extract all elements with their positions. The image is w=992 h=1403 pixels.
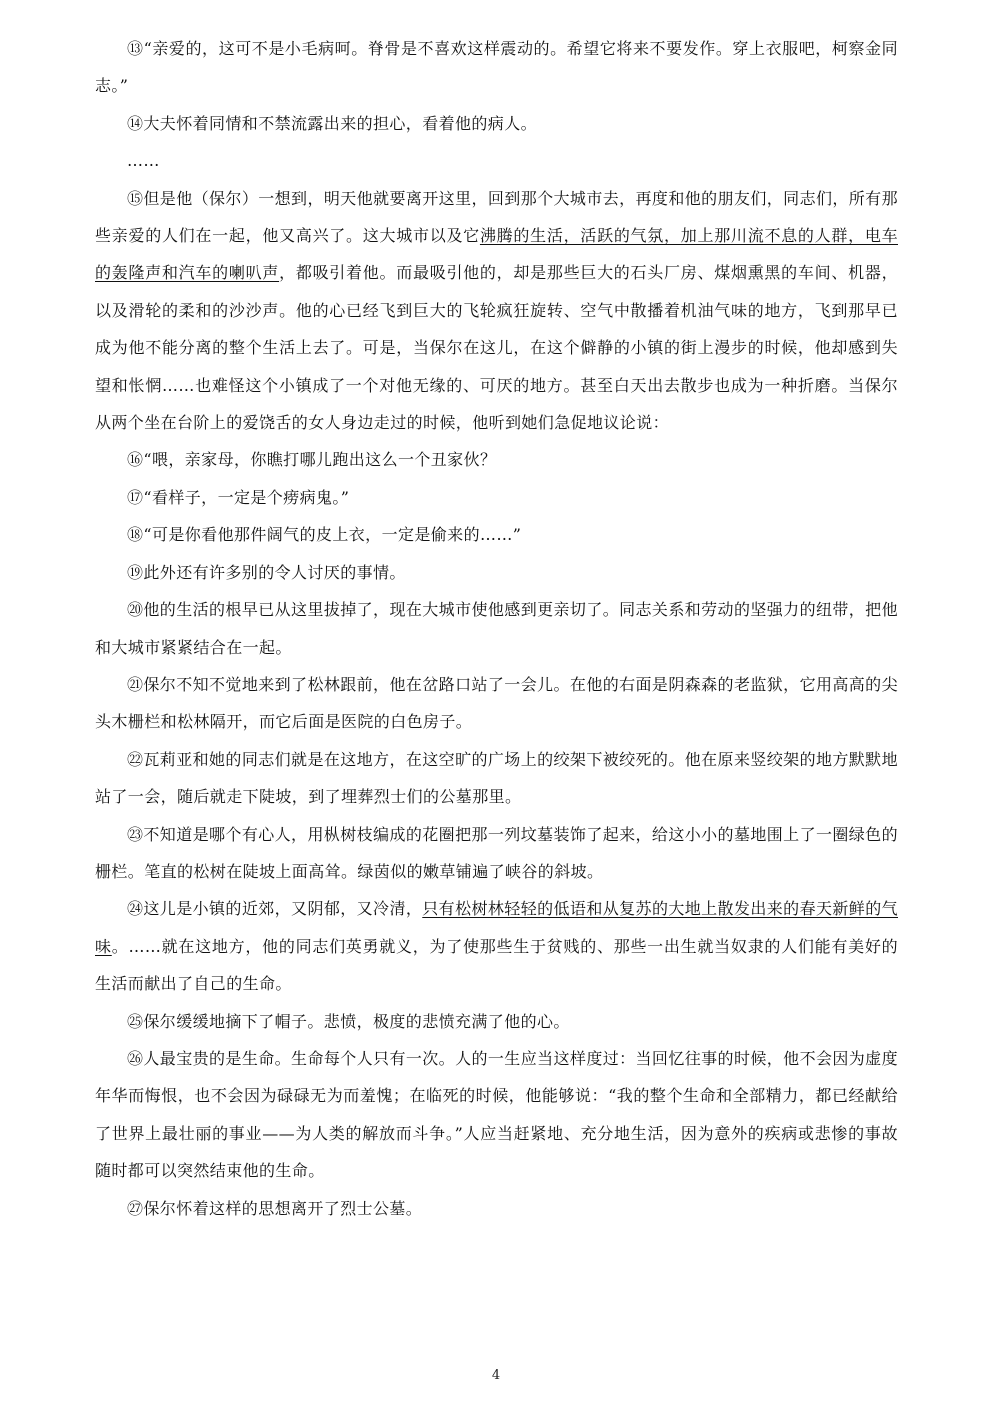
paragraph-text: ㉓不知道是哪个有心人，用枞树枝编成的花圈把那一列坟墓装饰了起来，给这小小的墓地围上了一圈绿色的栅栏。笔直的松树在陡坡上面高耸。绿茵似的嫩草铺遍了峡谷的斜坡。 [95, 824, 898, 881]
paragraph-text: ㉑保尔不知不觉地来到了松林跟前，他在岔路口站了一会儿。在他的右面是阴森森的老监狱，它用高高的尖头木栅栏和松林隔开，而它后面是医院的白色房子。 [95, 674, 898, 732]
paragraph-13 [95, 30, 898, 105]
paragraph-text: 。……就在这地方，他的同志们英勇就义，为了使那些生于贫贱的、那些一出生就当奴隶的人们能有美好的生活而献出了自己的生命。 [95, 936, 898, 994]
paragraph-text: …… [127, 151, 160, 171]
paragraph-text: ㉕保尔缓缓地摘下了帽子。悲愤，极度的悲愤充满了他的心。 [127, 1011, 570, 1031]
paragraph-24 [95, 890, 898, 1002]
paragraph-22 [95, 741, 898, 816]
paragraph-text: ㉔这儿是小镇的近郊，又阴郁，又冷清， [127, 899, 423, 919]
paragraph-26 [95, 1040, 898, 1190]
paragraph-14 [95, 105, 898, 142]
paragraph-17 [95, 479, 898, 516]
paragraph-text: ⑱“可是你看他那件阔气的皮上衣，一定是偷来的……” [127, 525, 522, 545]
underlined-text: 只有松树林轻轻的低语和从复苏的大地上散发出来的春天新鲜的气味 [95, 899, 898, 956]
paragraph-text: ⑭大夫怀着同情和不禁流露出来的担心，看着他的病人。 [127, 113, 538, 133]
paragraph-text: ，都吸引着他。而最吸引他的，却是那些巨大的石头厂房、煤烟熏黑的车间、机器，以及滑轮的柔和的沙沙声。他的心已经飞到巨大的飞轮疯狂旋转、空气中散播着机油气味的地方，飞到那早已成为他不能分离的整个生活上去了。可是，当保尔在这儿，在这个僻静的小镇的街上漫步的时候，他却感到失望和怅惘……也难怪这个小镇成了一个对他无缘的、可厌的地方。甚至白天出去散步也成为一种折磨。当保尔从两个坐在台阶上的爱饶舌的女人身边走过的时候，他听到她们急促地议论说： [95, 263, 898, 433]
paragraph-18 [95, 516, 898, 553]
paragraph-20 [95, 591, 898, 666]
underlined-text: 沸腾的生活，活跃的气氛，加上那川流不息的人群，电车的轰隆声和汽车的喇叭声 [95, 226, 898, 283]
paragraph-text: ⑮但是他（保尔）一想到，明天他就要离开这里，回到那个大城市去，再度和他的朋友们，同志们，所有那些亲爱的人们在一起，他又高兴了。这大城市以及它 [95, 188, 898, 246]
paragraph-19 [95, 554, 898, 591]
paragraph-21 [95, 666, 898, 741]
paragraph-text: ⑬“亲爱的，这可不是小毛病呵。脊骨是不喜欢这样震动的。希望它将来不要发作。穿上衣服吧，柯察金同志。” [95, 39, 898, 96]
paragraph-27 [95, 1190, 898, 1227]
paragraph-16 [95, 441, 898, 478]
ellipsis-line [95, 142, 898, 179]
document-page [95, 30, 898, 1227]
paragraph-text: ⑰“看样子，一定是个痨病鬼。” [127, 487, 350, 507]
paragraph-text: ㉖人最宝贵的是生命。生命每个人只有一次。人的一生应当这样度过：当回忆往事的时候，他不会因为虚度年华而悔恨，也不会因为碌碌无为而羞愧；在临死的时候，他能够说：“我的整个生命和全部精力，都已经献给了世界上最壮丽的事业——为人类的解放而斗争。”人应当赶紧地、充分地生活，因为意外的疾病或悲惨的事故随时都可以突然结束他的生命。 [95, 1048, 898, 1181]
paragraph-15 [95, 180, 898, 442]
paragraph-23 [95, 816, 898, 891]
paragraph-text: ⑯“喂，亲家母，你瞧打哪儿跑出这么一个丑家伙？ [127, 450, 497, 470]
paragraph-25 [95, 1003, 898, 1040]
paragraph-text: ㉒瓦莉亚和她的同志们就是在这地方，在这空旷的广场上的绞架下被绞死的。他在原来竖绞架的地方默默地站了一会，随后就走下陡坡，到了埋葬烈士们的公墓那里。 [95, 749, 898, 807]
page-number: 4 [491, 1368, 501, 1383]
paragraph-text: ㉗保尔怀着这样的思想离开了烈士公墓。 [127, 1198, 423, 1218]
paragraph-text: ⑲此外还有许多别的令人讨厌的事情。 [127, 562, 406, 582]
paragraph-text: ⑳他的生活的根早已从这里拔掉了，现在大城市使他感到更亲切了。同志关系和劳动的坚强力的纽带，把他和大城市紧紧结合在一起。 [95, 600, 898, 657]
